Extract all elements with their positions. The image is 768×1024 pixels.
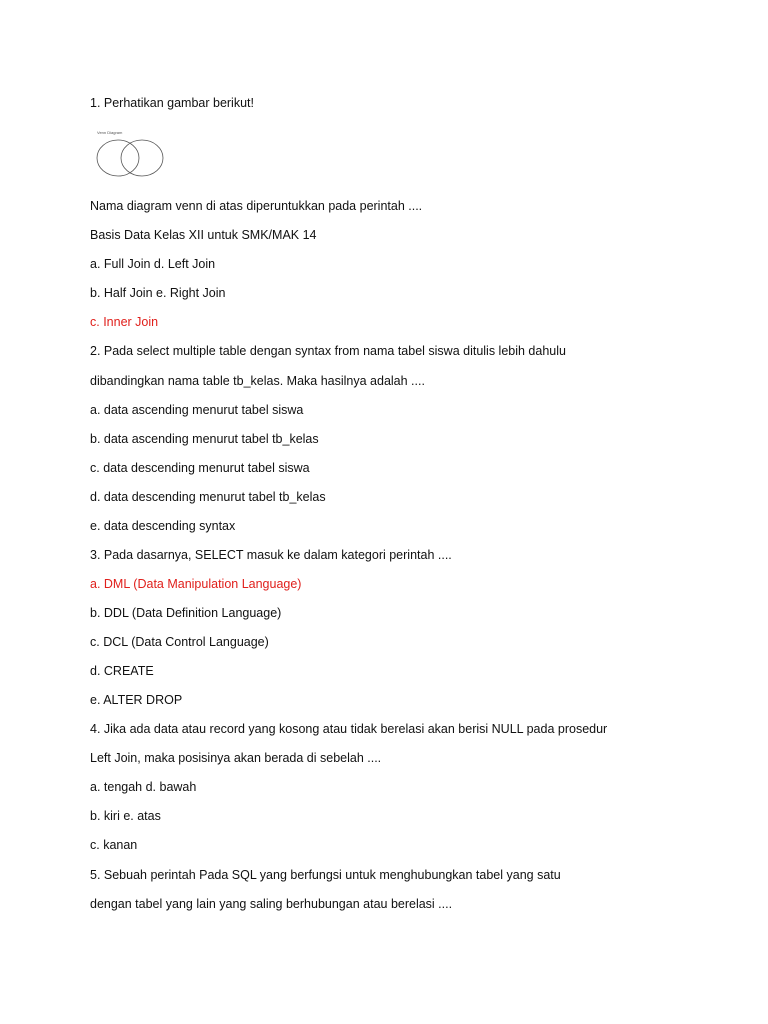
- question-3-option-c: c. DCL (Data Control Language): [90, 635, 269, 649]
- question-3: 3. Pada dasarnya, SELECT masuk ke dalam kategori perintah ....: [90, 548, 452, 562]
- question-5-line-1: 5. Sebuah perintah Pada SQL yang berfungsi untuk menghubungkan tabel yang satu: [90, 868, 561, 882]
- question-2-option-d: d. data descending menurut tabel tb_kelas: [90, 490, 326, 504]
- venn-diagram-icon: [94, 128, 168, 180]
- question-3-option-d: d. CREATE: [90, 664, 154, 678]
- question-1-options-ad: a. Full Join d. Left Join: [90, 257, 216, 271]
- venn-right-circle: [121, 140, 163, 176]
- venn-left-circle: [97, 140, 139, 176]
- question-4-options-be: b. kiri e. atas: [90, 809, 161, 823]
- question-2-option-c: c. data descending menurut tabel siswa: [90, 461, 310, 475]
- source-note: Basis Data Kelas XII untuk SMK/MAK 14: [90, 228, 317, 242]
- question-3-option-b: b. DDL (Data Definition Language): [90, 606, 282, 620]
- question-4-line-2: Left Join, maka posisinya akan berada di sebelah ....: [90, 751, 382, 765]
- question-2-option-b: b. data ascending menurut tabel tb_kelas: [90, 432, 319, 446]
- question-4-options-ad: a. tengah d. bawah: [90, 780, 197, 794]
- question-3-answer: a. DML (Data Manipulation Language): [90, 577, 302, 591]
- question-4-line-1: 4. Jika ada data atau record yang kosong atau tidak berelasi akan berisi NULL pada prosedur: [90, 722, 608, 736]
- question-5-line-2: dengan tabel yang lain yang saling berhubungan atau berelasi ....: [90, 897, 453, 911]
- question-2-line-2: dibandingkan nama table tb_kelas. Maka hasilnya adalah ....: [90, 374, 425, 388]
- venn-diagram-label: Venn Diagram: [97, 130, 123, 135]
- question-2-option-a: a. data ascending menurut tabel siswa: [90, 403, 304, 417]
- question-2-line-1: 2. Pada select multiple table dengan syntax from nama tabel siswa ditulis lebih dahulu: [90, 344, 566, 358]
- question-1: 1. Perhatikan gambar berikut!: [90, 96, 254, 110]
- question-1-answer: c. Inner Join: [90, 315, 159, 329]
- question-2-option-e: e. data descending syntax: [90, 519, 236, 533]
- question-3-option-e: e. ALTER DROP: [90, 693, 183, 707]
- question-4-option-c: c. kanan: [90, 838, 138, 852]
- question-1-prompt: Nama diagram venn di atas diperuntukkan pada perintah ....: [90, 199, 423, 213]
- question-1-options-be: b. Half Join e. Right Join: [90, 286, 226, 300]
